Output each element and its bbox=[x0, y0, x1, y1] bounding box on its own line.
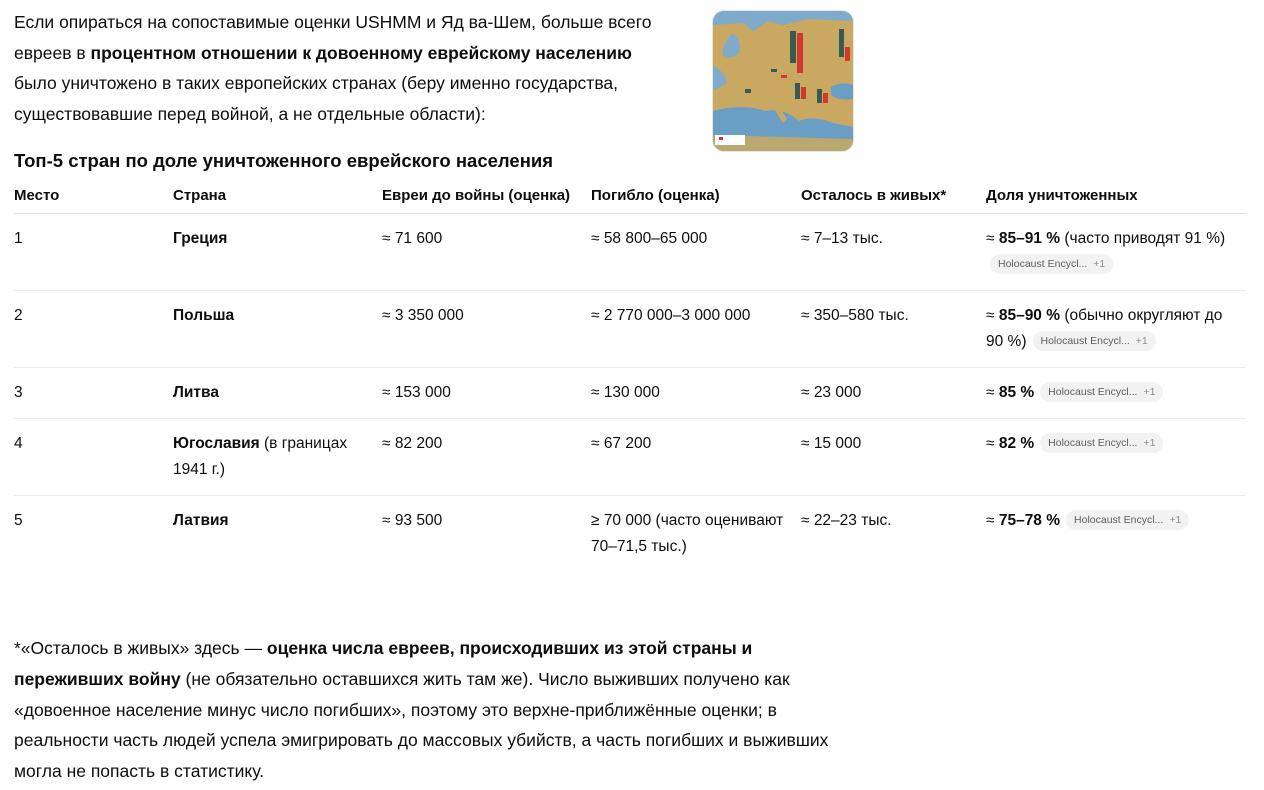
header-rank: Место bbox=[14, 186, 173, 214]
source-more-count: +1 bbox=[1169, 514, 1182, 526]
share-note: (обычно округляют до 90 %) bbox=[986, 307, 1223, 350]
cell-prewar: ≈ 93 500 bbox=[382, 512, 443, 529]
header-share: Доля уничтоженных bbox=[986, 186, 1246, 214]
cell-killed: ≥ 70 000 (часто оценивают 70–71,5 тыс.) bbox=[591, 512, 784, 555]
cell-share bbox=[986, 419, 1246, 496]
cell-rank: 2 bbox=[14, 291, 173, 368]
cell-share bbox=[986, 496, 1246, 573]
cell-killed: ≈ 67 200 bbox=[591, 419, 801, 496]
source-more-count: +1 bbox=[1135, 335, 1148, 347]
share-value: 85 % bbox=[998, 384, 1035, 401]
cell-country bbox=[173, 419, 382, 496]
intro-text-end: было уничтожено в таких европейских странах (беру именно государства, существовавшие перед войной, а не отдельные области): bbox=[14, 73, 619, 124]
intro-bold-text: процентном отношении к довоенному еврейскому населению bbox=[90, 42, 632, 63]
country-name: Греция bbox=[173, 230, 228, 247]
countries-table bbox=[14, 186, 1246, 572]
cell-country bbox=[173, 291, 382, 368]
country-note: (в границах 1941 г.) bbox=[173, 435, 348, 478]
header-killed: Погибло (оценка) bbox=[591, 186, 801, 214]
cell-rank: 1 bbox=[14, 214, 173, 291]
source-label: Holocaust Encycl... bbox=[1048, 437, 1138, 449]
table-row bbox=[14, 419, 1246, 496]
source-more-count: +1 bbox=[1143, 437, 1156, 449]
share-prefix: ≈ bbox=[986, 435, 999, 452]
header-prewar: Евреи до войны (оценка) bbox=[382, 186, 591, 214]
europe-map-thumbnail[interactable] bbox=[712, 10, 854, 152]
source-more-count: +1 bbox=[1093, 258, 1106, 270]
cell-share bbox=[986, 214, 1246, 291]
intro-paragraph bbox=[14, 7, 674, 129]
country-name: Польша bbox=[173, 307, 235, 324]
source-citation-chip[interactable] bbox=[1040, 382, 1163, 402]
cell-killed: ≈ 2 770 000–3 000 000 bbox=[591, 291, 801, 368]
header-country: Страна bbox=[173, 186, 382, 214]
cell-country bbox=[173, 368, 382, 419]
source-citation-chip[interactable] bbox=[1040, 433, 1163, 453]
source-citation-chip[interactable] bbox=[1066, 510, 1189, 530]
table-row bbox=[14, 496, 1246, 573]
cell-survived: ≈ 7–13 тыс. bbox=[801, 214, 986, 291]
country-name: Литва bbox=[173, 384, 219, 401]
table-header-row bbox=[14, 186, 1246, 214]
cell-survived: ≈ 22–23 тыс. bbox=[801, 512, 892, 529]
footnote-bold-text: оценка числа евреев, происходивших из этой страны и переживших войну bbox=[14, 638, 753, 689]
cell-country bbox=[173, 496, 382, 573]
cell-country bbox=[173, 214, 382, 291]
share-prefix: ≈ bbox=[986, 512, 999, 529]
source-label: Holocaust Encycl... bbox=[998, 258, 1088, 270]
cell-share bbox=[986, 368, 1246, 419]
cell-prewar: ≈ 3 350 000 bbox=[382, 291, 591, 368]
cell-killed: ≈ 58 800–65 000 bbox=[591, 214, 801, 291]
source-more-count: +1 bbox=[1143, 386, 1156, 398]
source-label: Holocaust Encycl... bbox=[1040, 335, 1130, 347]
source-citation-chip[interactable] bbox=[1033, 331, 1156, 351]
country-name: Югославия bbox=[173, 435, 260, 452]
share-value: 75–78 % bbox=[998, 512, 1061, 529]
cell-share bbox=[986, 291, 1246, 368]
cell-rank: 3 bbox=[14, 368, 173, 419]
intro-text: Если опираться на сопоставимые оценки USHMM и Яд ва-Шем, больше всего евреев в bbox=[14, 12, 652, 63]
cell-rank: 4 bbox=[14, 419, 173, 496]
footnote-text-end: (не обязательно оставшихся жить там же). Число выживших получено как «довоенное население минус число погибших», поэтому это верхне-приближённые оценки; в реальности часть людей успела эмигрировать до массовых убийств, а часть погибших и выживших могла не попасть в статистику. bbox=[14, 668, 829, 782]
share-prefix: ≈ bbox=[986, 230, 999, 247]
table-row bbox=[14, 214, 1246, 291]
table-title: Топ-5 стран по доле уничтоженного еврейского населения bbox=[14, 150, 554, 171]
share-value: 82 % bbox=[998, 435, 1035, 452]
source-citation-chip[interactable] bbox=[990, 254, 1113, 274]
cell-survived: ≈ 23 000 bbox=[801, 368, 986, 419]
cell-survived: ≈ 350–580 тыс. bbox=[801, 291, 986, 368]
cell-prewar: ≈ 82 200 bbox=[382, 419, 591, 496]
table-row bbox=[14, 291, 1246, 368]
map-image bbox=[713, 11, 853, 151]
cell-prewar: ≈ 71 600 bbox=[382, 214, 591, 291]
table-row bbox=[14, 368, 1246, 419]
cell-rank: 5 bbox=[14, 512, 23, 529]
share-note: (часто приводят 91 %) bbox=[1060, 230, 1226, 247]
cell-killed: ≈ 130 000 bbox=[591, 368, 801, 419]
share-prefix: ≈ bbox=[986, 307, 999, 324]
footnote-text: *«Осталось в живых» здесь — bbox=[14, 638, 267, 658]
share-value: 85–91 % bbox=[998, 230, 1061, 247]
share-value: 85–90 % bbox=[998, 307, 1061, 324]
footnote-paragraph bbox=[14, 633, 854, 787]
source-label: Holocaust Encycl... bbox=[1048, 386, 1138, 398]
share-prefix: ≈ bbox=[986, 384, 999, 401]
source-label: Holocaust Encycl... bbox=[1074, 514, 1164, 526]
country-name: Латвия bbox=[173, 512, 229, 529]
cell-survived: ≈ 15 000 bbox=[801, 419, 986, 496]
header-survived: Осталось в живых* bbox=[801, 186, 986, 214]
cell-prewar: ≈ 153 000 bbox=[382, 368, 591, 419]
